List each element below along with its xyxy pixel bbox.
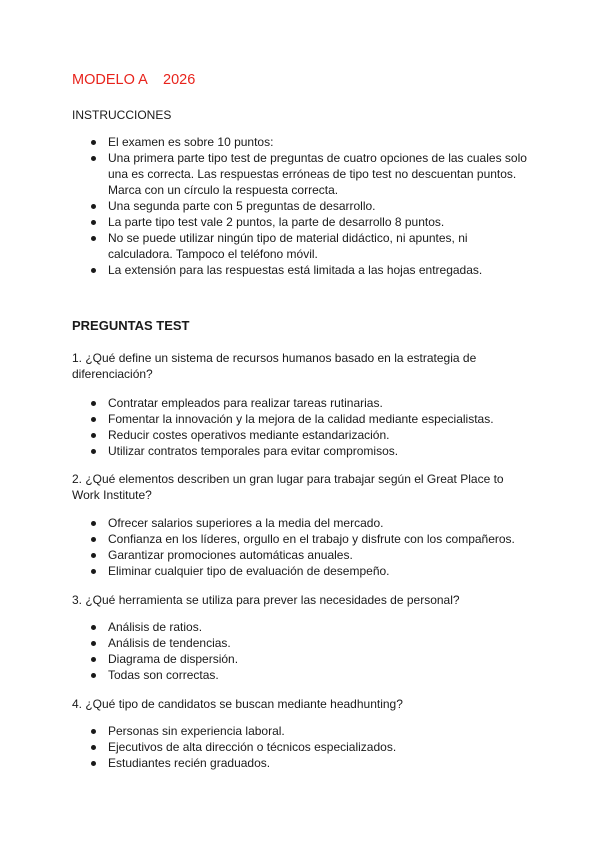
answer-option[interactable]: Confianza en los líderes, orgullo en el trabajo y disfrute con los compañeros. xyxy=(72,531,532,547)
answer-options xyxy=(72,619,532,683)
answer-option[interactable]: Personas sin experiencia laboral. xyxy=(72,723,532,739)
answer-options xyxy=(72,723,532,771)
answer-option[interactable]: Diagrama de dispersión. xyxy=(72,651,532,667)
instructions-heading: INSTRUCCIONES xyxy=(72,108,172,122)
question-text: 2. ¿Qué elementos describen un gran lugar para trabajar según el Great Place to Work Institute? xyxy=(72,472,504,502)
answer-option[interactable]: Todas son correctas. xyxy=(72,667,532,683)
answer-options xyxy=(72,395,532,459)
answer-option[interactable]: Reducir costes operativos mediante estandarización. xyxy=(72,427,532,443)
instruction-item: No se puede utilizar ningún tipo de material didáctico, ni apuntes, ni calculadora. Tampoco el teléfono móvil. xyxy=(72,230,528,262)
instructions-list xyxy=(72,134,528,278)
answer-option[interactable]: Contratar empleados para realizar tareas rutinarias. xyxy=(72,395,532,411)
question-text: 1. ¿Qué define un sistema de recursos humanos basado en la estrategia de diferenciación? xyxy=(72,351,477,381)
exam-title: MODELO A 2026 xyxy=(72,72,196,88)
instruction-item: La parte tipo test vale 2 puntos, la parte de desarrollo 8 puntos. xyxy=(72,214,528,230)
instruction-item: Una primera parte tipo test de preguntas de cuatro opciones de las cuales solo una es correcta. Las respuestas erróneas de tipo test no descuentan puntos. Marca con un círculo la respuesta correcta. xyxy=(72,150,528,198)
instruction-item: Una segunda parte con 5 preguntas de desarrollo. xyxy=(72,198,528,214)
section-title: PREGUNTAS TEST xyxy=(72,318,190,333)
question-text: 3. ¿Qué herramienta se utiliza para prever las necesidades de personal? xyxy=(72,593,460,607)
answer-option[interactable]: Análisis de ratios. xyxy=(72,619,532,635)
answer-option[interactable]: Ofrecer salarios superiores a la media del mercado. xyxy=(72,515,532,531)
answer-option[interactable]: Fomentar la innovación y la mejora de la calidad mediante especialistas. xyxy=(72,411,532,427)
answer-option[interactable]: Eliminar cualquier tipo de evaluación de desempeño. xyxy=(72,563,532,579)
answer-options xyxy=(72,515,532,579)
question-text: 4. ¿Qué tipo de candidatos se buscan mediante headhunting? xyxy=(72,697,403,711)
answer-option[interactable]: Análisis de tendencias. xyxy=(72,635,532,651)
instruction-item: La extensión para las respuestas está limitada a las hojas entregadas. xyxy=(72,262,528,278)
answer-option[interactable]: Garantizar promociones automáticas anuales. xyxy=(72,547,532,563)
instruction-item: El examen es sobre 10 puntos: xyxy=(72,134,528,150)
answer-option[interactable]: Estudiantes recién graduados. xyxy=(72,755,532,771)
answer-option[interactable]: Utilizar contratos temporales para evitar compromisos. xyxy=(72,443,532,459)
answer-option[interactable]: Ejecutivos de alta dirección o técnicos especializados. xyxy=(72,739,532,755)
